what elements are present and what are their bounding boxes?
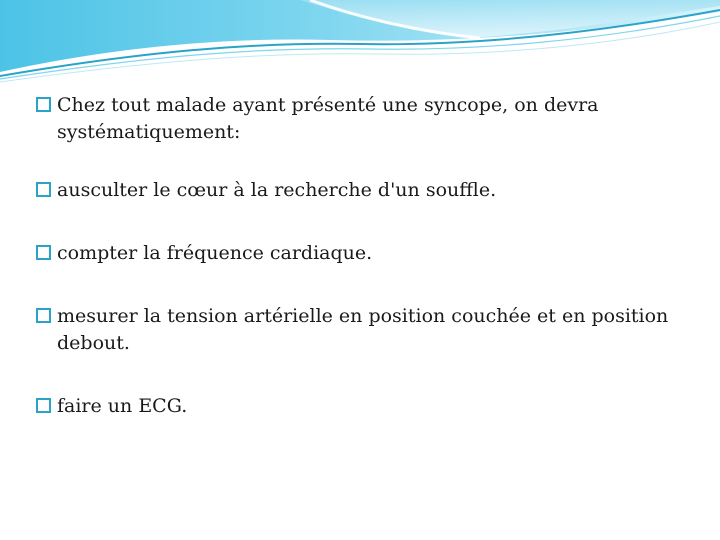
checkbox-square-icon (36, 182, 51, 197)
list-item (36, 92, 676, 146)
header-wave-decoration (0, 0, 720, 90)
bullet-text: ausculter le cœur à la recherche d'un souffle. (57, 179, 497, 201)
bullet-list (36, 92, 676, 420)
bullet-text: faire un ECG. (57, 395, 188, 417)
list-item (36, 393, 676, 420)
checkbox-square-icon (36, 97, 51, 112)
list-item (36, 303, 676, 357)
checkbox-square-icon (36, 245, 51, 260)
bullet-text: mesurer la tension artérielle en position couchée et en position debout. (57, 305, 669, 354)
checkbox-square-icon (36, 308, 51, 323)
bullet-text: compter la fréquence cardiaque. (57, 242, 373, 264)
bullet-text: Chez tout malade ayant présenté une syncope, on devra systématiquement: (57, 94, 599, 143)
list-item (36, 177, 676, 204)
checkbox-square-icon (36, 398, 51, 413)
list-item (36, 240, 676, 267)
